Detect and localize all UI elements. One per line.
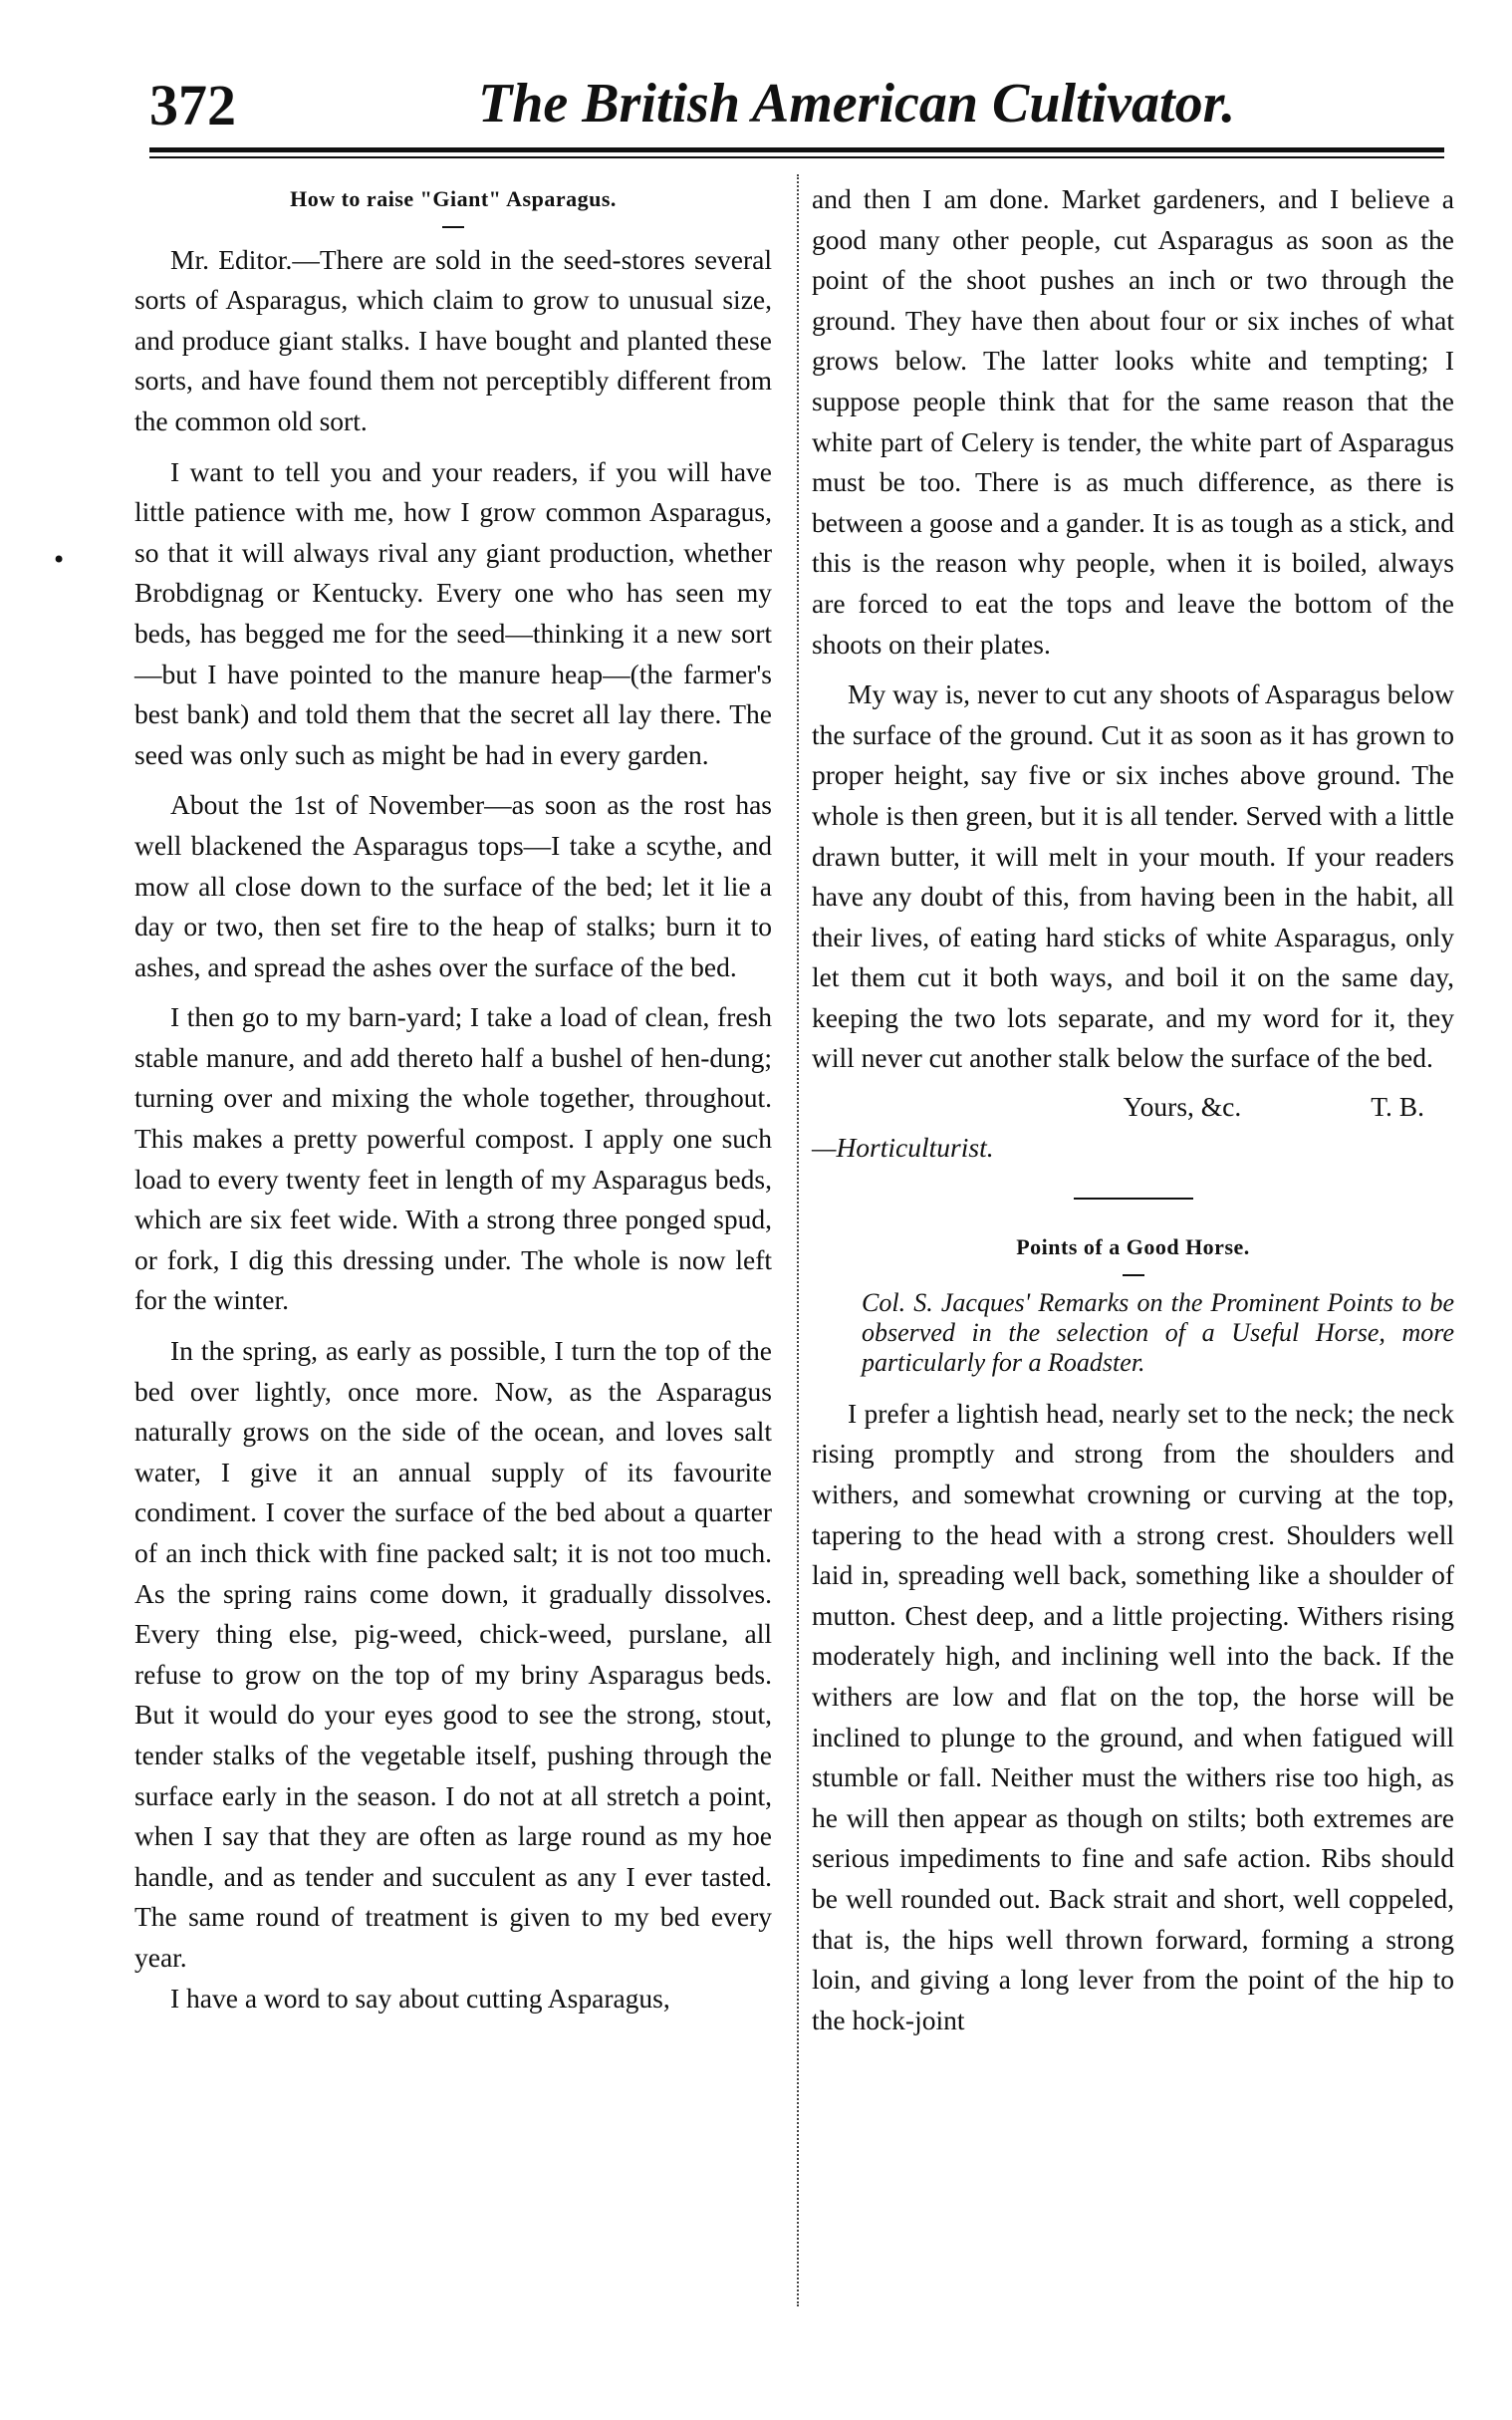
header-rule-thick xyxy=(149,147,1444,152)
paragraph: I prefer a lightish head, nearly set to the neck; the neck rising promptly and strong from the shoulders and withers, and somewhat crowning or curving at the top, tapering to the head with a strong crest. Shoulders well laid in, spreading well back, something like a shoulder of mutton. Chest deep, and a little projecting. Withers rising moderately high, and inclining well into the back. If the withers are low and flat on the top, the horse will be inclined to plunge to the ground, and when fatigued will stumble or fall. Neither must the withers rise too high, as he will then appear as though on stilts; both extremes are serious impediments to fine and safe action. Ribs should be well rounded out. Back strait and short, well coppeled, that is, the hips well thrown forward, forming a strong loin, and giving a long lever from the point of the hip to the hock-joint xyxy=(812,1397,1454,2035)
column-divider xyxy=(797,174,800,2306)
paragraph: My way is, never to cut any shoots of Asparagus below the surface of the ground. Cut it as soon as it has grown to proper height, say five or six inches above ground. The whole is then green, but it is all tender. Served with a little drawn butter, it will melt in your mouth. If your readers have any doubt of this, from having been in the habit, all their lives, of eating hard sticks of white Asparagus, only let them cut it both ways, and boil it on the same day, keeping the two lots separate, and my word for it, they will never cut another stalk below the surface of the bed. xyxy=(812,678,1454,1074)
paragraph: I then go to my barn-yard; I take a load of clean, fresh stable manure, and add thereto half a bushel of hen-dung; turning over and mixing the whole together, throughout. This makes a pretty powerful compost. I apply one such load to every twenty feet in length of my Asparagus beds, which are six feet wide. With a strong three ponged spud, or fork, I dig this dressing under. The whole is now left for the winter. xyxy=(134,1001,772,1316)
paragraph: In the spring, as early as possible, I turn the top of the bed over lightly, once more. Now, as the Asparagus naturally grows on the side of the ocean, and loves salt water, I give it an annual supply of its favourite condiment. I cover the surface of the bed about a quarter of an inch thick with fine packed salt; it is not too much. As the spring rains come down, it gradually dissolves. Every thing else, pig-weed, chick-weed, purslane, all refuse to grow on the top of my briny Asparagus beds. But it would do your eyes good to see the strong, stout, tender stalks of the vegetable itself, pushing through the surface early in the season. I do not at all stretch a point, when I say that they are often as large round as my hoe handle, and as tender and succulent as any I ever tasted. The same round of treatment is given to my bed every year. xyxy=(134,1335,772,1973)
signoff: Yours, &c. xyxy=(1123,1091,1242,1123)
article-title: How to raise "Giant" Asparagus. xyxy=(290,186,617,211)
paragraph: I want to tell you and your readers, if you will have little patience with me, how I grow common Asparagus, so that it will always rival any giant production, whether Brobdignag or Kentucky. Every one who has seen my beds, has begged me for the seed—thinking it a new sort—but I have pointed to the manure heap—(the farmer's best bank) and told them that the secret all lay there. The seed was only such as might be had in every garden. xyxy=(134,455,772,770)
source-credit: —Horticulturist. xyxy=(812,1131,994,1163)
paragraph: I have a word to say about cutting Asparagus, xyxy=(170,1982,670,2014)
margin-mark: • xyxy=(52,546,67,574)
header-rule-thin xyxy=(149,156,1444,158)
paragraph: and then I am done. Market gardeners, and I believe a good many other people, cut Asparagus as soon as the point of the shoot pushes an inch or two through the ground. They have then about four or six inches of what grows below. The latter looks white and tempting; I suppose people think that for the same reason that the white part of Celery is tender, the white part of Asparagus must be too. There is as much difference, as there is between a goose and a gander. It is as tough as a stick, and this is the reason why people, when it is boiled, always are forced to eat the tops and leave the bottom of the shoots on their plates. xyxy=(812,183,1454,660)
title-dash xyxy=(1123,1274,1144,1276)
left-column xyxy=(134,179,772,2018)
page-number: 372 xyxy=(149,73,236,137)
signature-line xyxy=(812,1087,1454,1128)
paragraph: Mr. Editor.—There are sold in the seed-stores several sorts of Asparagus, which claim to grow to unusual size, and produce giant stalks. I have bought and planted these sorts, and have found them not perceptibly different from the common old sort. xyxy=(134,243,772,436)
title-dash xyxy=(442,226,464,228)
article2-title: Points of a Good Horse. xyxy=(1016,1234,1250,1260)
paragraph: About the 1st of November—as soon as the rost has well blackened the Asparagus tops—I take a scythe, and mow all close down to the surface of the bed; let it lie a day or two, then set fire to the heap of stalks; burn it to ashes, and spread the ashes over the surface of the bed. xyxy=(134,789,772,982)
right-column xyxy=(812,179,1454,2040)
article-separator xyxy=(1074,1198,1193,1200)
page-header xyxy=(149,52,1444,161)
article2-subtitle: Col. S. Jacques' Remarks on the Prominent Points to be observed in the selection of a Useful Horse, more particularly for a Roadster. xyxy=(862,1287,1454,1377)
initials: T. B. xyxy=(1371,1091,1424,1123)
journal-title: The British American Cultivator. xyxy=(478,73,1236,134)
